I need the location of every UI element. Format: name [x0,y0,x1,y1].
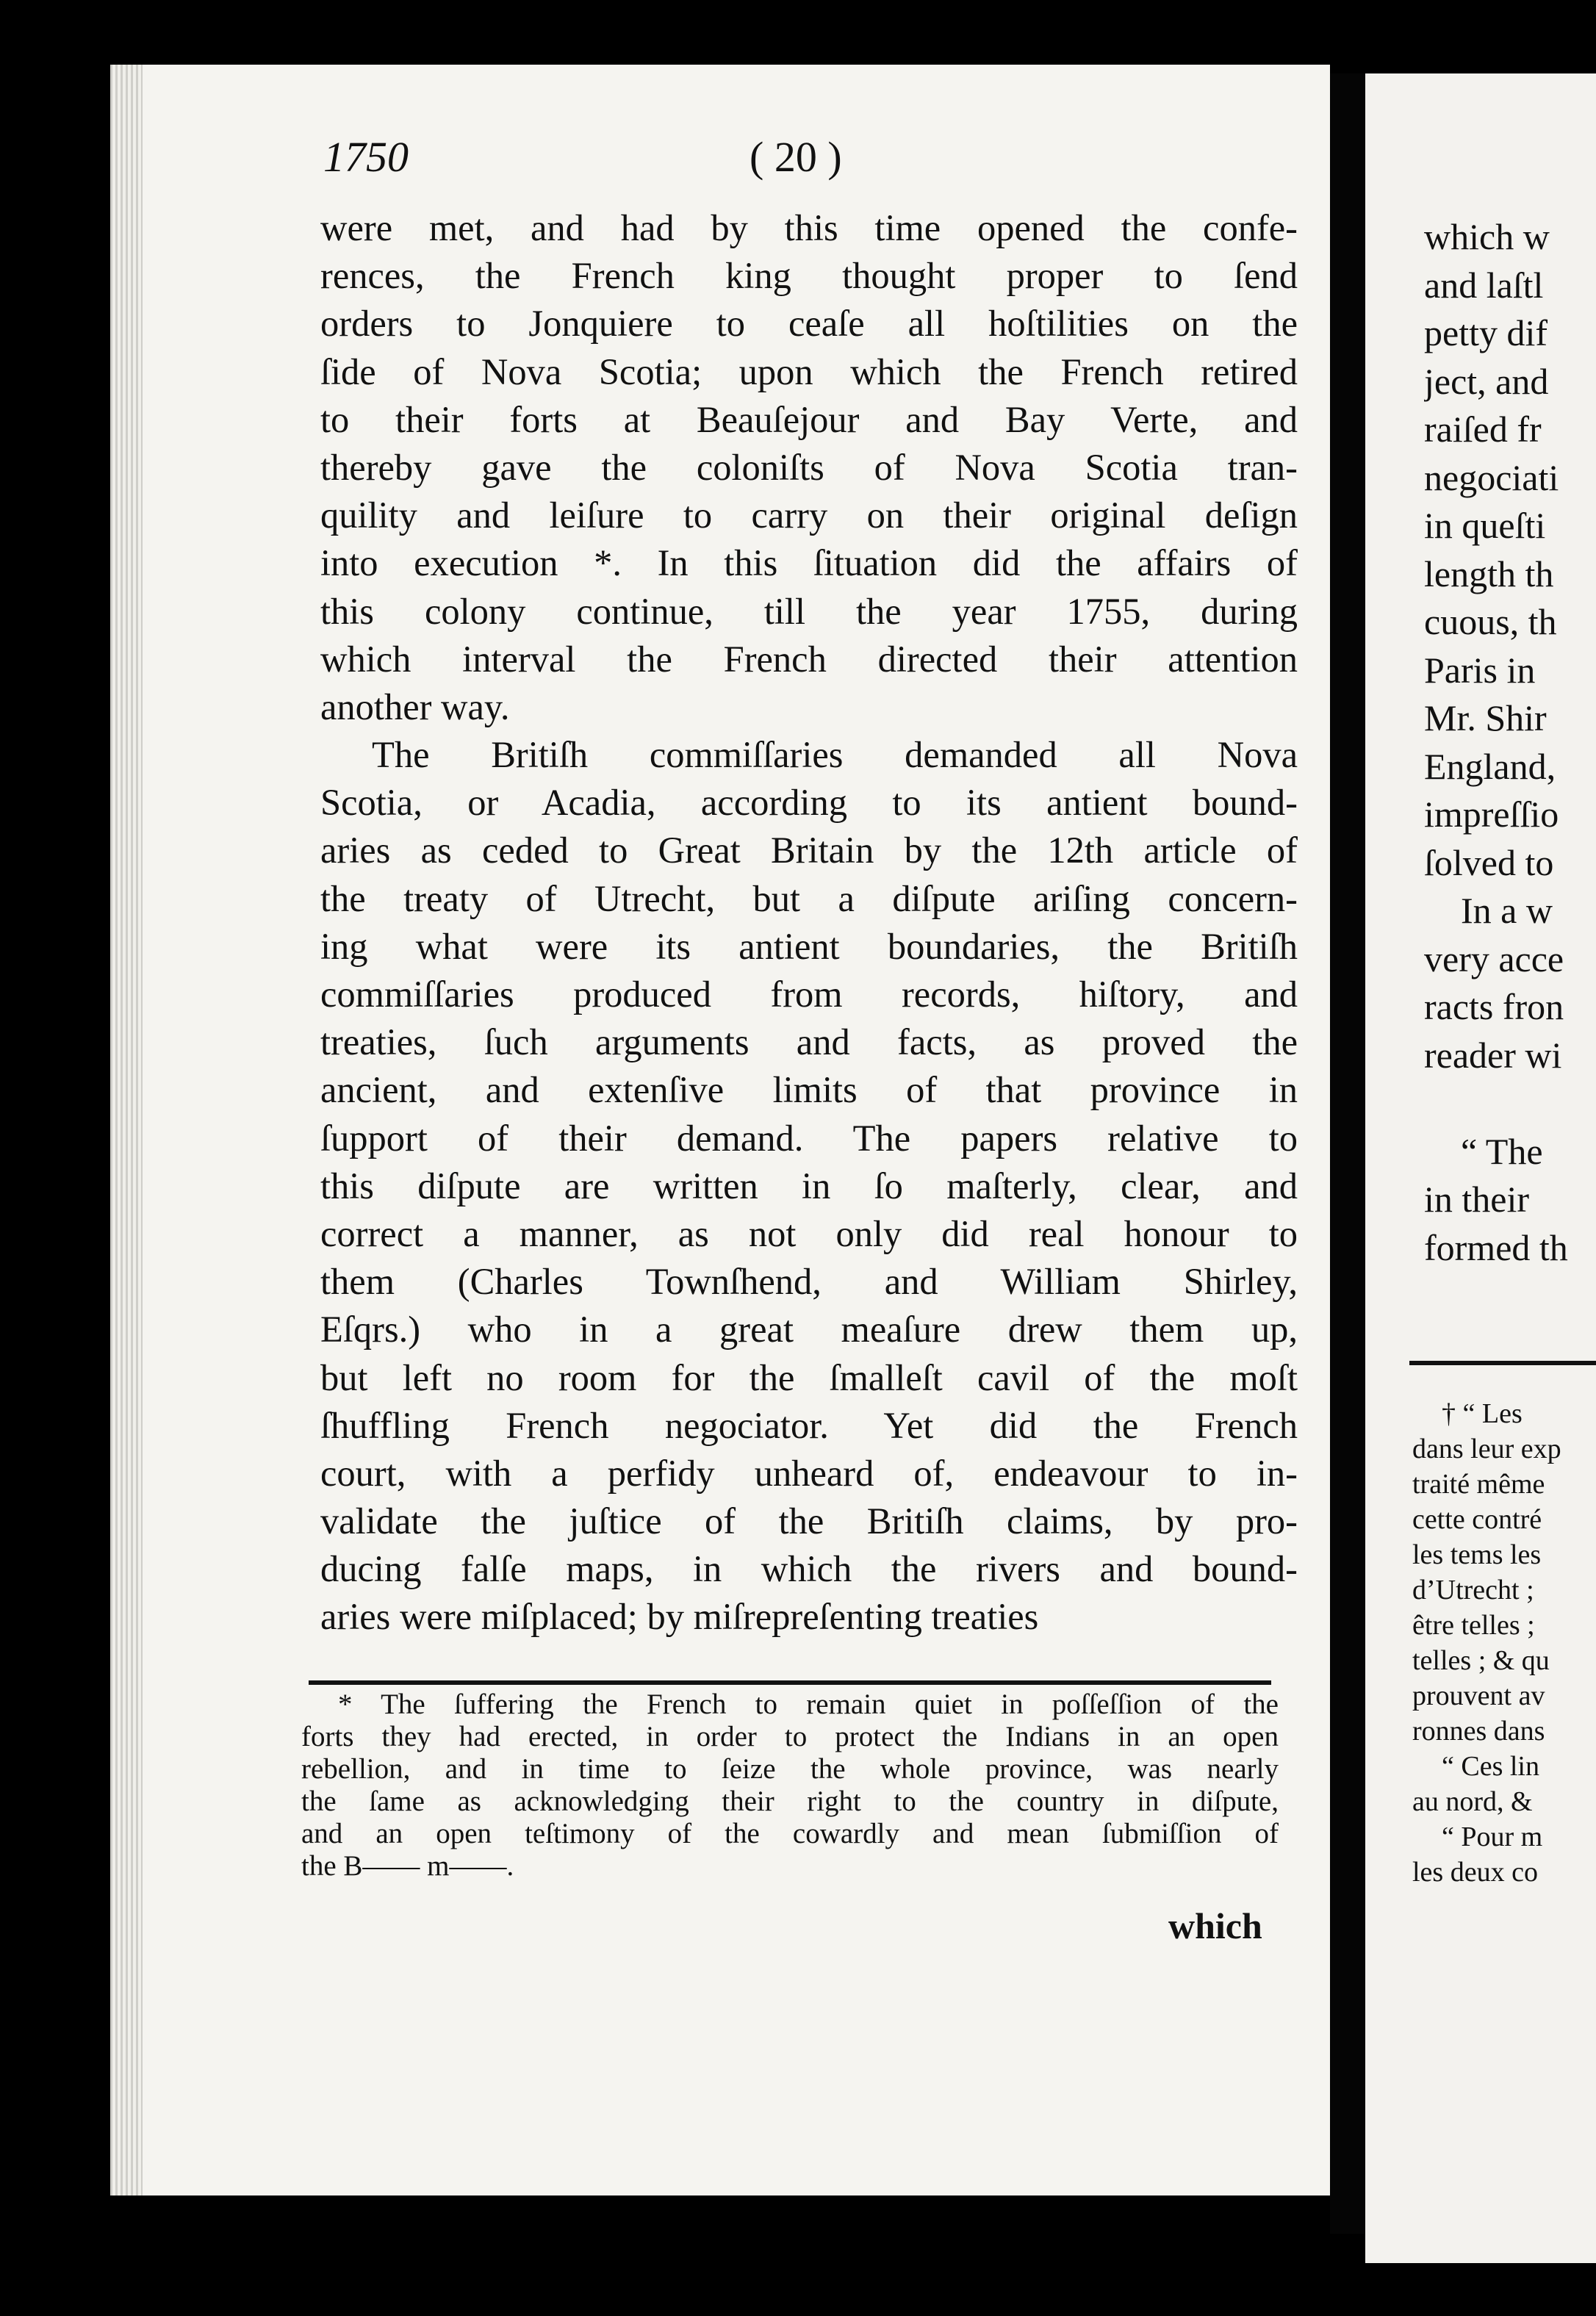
right-page-line: “ The [1461,1130,1543,1172]
body-line: ſide of Nova Scotia; upon which the French retired [320,350,1298,392]
right-page-note-line: les deux co [1412,1857,1538,1888]
right-page-line: petty dif [1424,312,1548,353]
body-line: but left no room for the ſmalleſt cavil of the moſt [320,1356,1298,1398]
right-page-note-line: “ Pour m [1442,1821,1543,1852]
body-line: which interval the French directed their attention [320,638,1298,680]
body-line: into execution *. In this ſituation did the affairs of [320,542,1298,584]
footnote-line: forts they had erected, in order to protect the Indians in an open [301,1721,1279,1752]
body-line: this colony continue, till the year 1755, during [320,590,1298,632]
right-page-line: In a w [1461,890,1553,931]
body-line: ancient, and extenſive limits of that province in [320,1069,1298,1111]
right-page-line: raiſed fr [1424,409,1542,450]
right-page-line: cuous, th [1424,601,1557,642]
right-footnote-rule [1409,1361,1596,1365]
right-page-line: ject, and [1424,360,1549,402]
body-line: orders to Jonquiere to ceaſe all hoſtilities on the [320,303,1298,345]
right-page-note-line: traité même [1412,1469,1545,1500]
body-line: The Britiſh commiſſaries demanded all Nova [372,734,1298,776]
header-year: 1750 [323,133,409,181]
right-page-note-line: telles ; & qu [1412,1645,1550,1676]
body-line: another way. [320,686,510,727]
body-line: Scotia, or Acadia, according to its antient bound- [320,782,1298,824]
right-page-line: formed th [1424,1226,1568,1268]
right-page-line: ſolved to [1424,841,1554,883]
footnote [301,1689,1279,1882]
body-line: ſupport of their demand. The papers relative to [320,1117,1298,1159]
right-page-line: length th [1424,553,1554,594]
footnote-line: * The ſuffering the French to remain quiet in poſſeſſion of the [338,1689,1279,1720]
body-line: ſhuffling French negociator. Yet did the French [320,1404,1298,1446]
footnote-rule [309,1680,1271,1685]
right-page-line: negociati [1424,456,1559,498]
right-page-line: Paris in [1424,649,1536,691]
right-page-note-line: les tems les [1412,1539,1542,1570]
body-line: aries were miſplaced; by miſrepreſenting treaties [320,1596,1039,1638]
body-line: validate the juſtice of the Britiſh claims, by pro- [320,1500,1298,1542]
body-line: the treaty of Utrecht, but a diſpute ariſing concern- [320,877,1298,919]
body-line: aries as ceded to Great Britain by the 12th article of [320,830,1298,871]
right-page-note-line: dans leur exp [1412,1434,1561,1464]
right-page-note-line: † “ Les [1442,1398,1523,1429]
page-header [323,132,1279,191]
body-line: them (Charles Townſhend, and William Shirley, [320,1261,1298,1303]
footnote-line: the ſame as acknowledging their right to the country in diſpute, [301,1785,1279,1817]
body-line: treaties, ſuch arguments and facts, as proved the [320,1021,1298,1063]
right-page-line: impreſſio [1424,794,1559,835]
right-page-line: very acce [1424,938,1564,979]
right-page-line: racts fron [1424,986,1564,1027]
right-page-line: Mr. Shir [1424,697,1547,738]
right-page-line: in queſti [1424,505,1546,546]
footnote-line: the B—— m——. [301,1850,514,1882]
right-page-line: and laſtl [1424,264,1544,306]
body-line: rences, the French king thought proper to ſend [320,255,1298,297]
right-page-line: in their [1424,1179,1530,1220]
right-page-line [1424,1079,1596,1128]
body-line: court, with a perfidy unheard of, endeavour to in- [320,1452,1298,1494]
body-line: Eſqrs.) who in a great meaſure drew them up, [320,1309,1298,1351]
body-line: to their forts at Beauſejour and Bay Verte, and [320,398,1298,440]
body-line: this diſpute are written in ſo maſterly, clear, and [320,1165,1298,1206]
right-page-note-line: cette contré [1412,1504,1542,1535]
right-page-notes [1412,1396,1596,1890]
body-line: correct a manner, as not only did real honour to [320,1212,1298,1254]
body-line: were met, and had by this time opened the confe- [320,207,1298,248]
page-number: ( 20 ) [750,133,842,181]
body-line: ing what were its antient boundaries, the Britiſh [320,925,1298,967]
body-line: commiſſaries produced from records, hiſtory, and [320,974,1298,1015]
body-line: quility and leiſure to carry on their original deſign [320,495,1298,536]
right-page-line: reader wi [1424,1034,1562,1076]
body-line: thereby gave the coloniſts of Nova Scotia tran- [320,446,1298,488]
body-text [320,204,1298,1641]
right-page-note-line: ronnes dans [1412,1716,1545,1747]
right-page-note-line: au nord, & [1412,1786,1533,1817]
catchword: which [1168,1905,1262,1946]
right-page [1365,73,1596,2263]
right-page-note-line: être telles ; [1412,1610,1535,1641]
right-page-note-line: d’Utrecht ; [1412,1575,1534,1605]
footnote-line: rebellion, and in time to ſeize the whole province, was nearly [301,1753,1279,1785]
page-edge-stack [110,65,143,2195]
body-line: ducing falſe maps, in which the rivers and bound- [320,1548,1298,1590]
right-page-line: which w [1424,216,1550,257]
footnote-line: and an open teſtimony of the cowardly and mean ſubmiſſion of [301,1818,1279,1849]
right-page-text [1424,213,1596,1272]
right-page-line: England, [1424,745,1556,787]
right-page-note-line: “ Ces lin [1442,1751,1539,1782]
book-gutter [1330,73,1367,2234]
right-page-note-line: prouvent av [1412,1680,1545,1711]
